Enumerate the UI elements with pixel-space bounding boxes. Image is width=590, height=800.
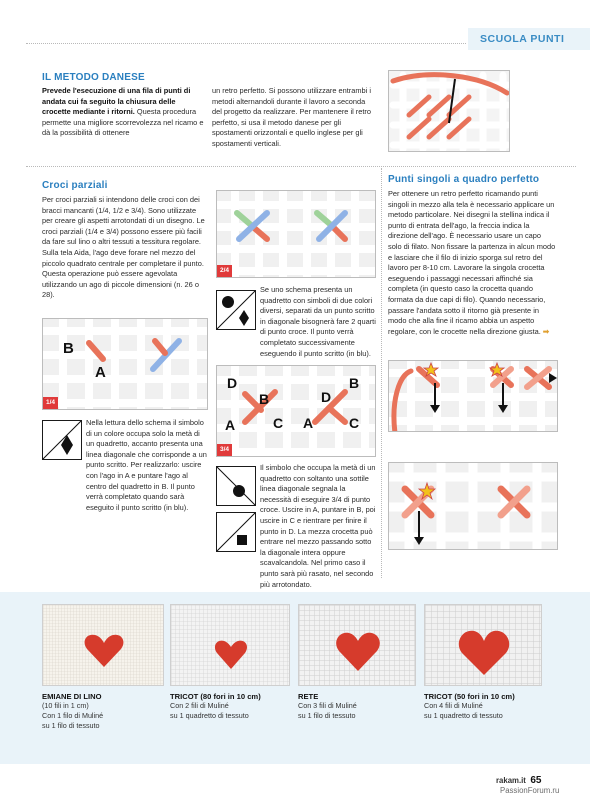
symbol-diamond-icon — [43, 421, 81, 459]
metodo-p1: Questa procedura permette una migliore scorrevolezza nel ricamo e dà la possibilità di ottenere — [42, 107, 204, 138]
single-stitch-diagram-2 — [388, 462, 558, 550]
metodo-column-1 — [42, 86, 204, 139]
heart-lino-image — [43, 605, 164, 686]
caption-lino-title: EMIANE DI LINO — [42, 692, 102, 701]
single-stitch-diagram-1 — [388, 360, 558, 432]
swatch-lino — [42, 604, 164, 686]
punti-text — [388, 189, 556, 337]
caption-lino-line3: su 1 filo di tessuto — [42, 720, 100, 730]
single-stitch-illustration-2 — [389, 463, 558, 550]
swatch-tricot-80 — [170, 604, 290, 686]
caption-tricot-50 — [424, 692, 548, 721]
symbol-half-square — [216, 290, 256, 330]
quarter-cross-illustration — [43, 319, 208, 410]
symbol-dot-icon — [217, 467, 255, 505]
metodo-p2: un retro perfetto. Si possono utilizzare entrambi i metodi alternandoli durante il lavoro a seconda del progetto da realizzare. Per mantenere il retro perfetto, si usa il metodo danese per gli spostamenti orizzontali e quello inglese per gli spostamenti verticali. — [212, 86, 371, 148]
quarter-cross-diagram — [42, 318, 208, 410]
quarter-cross-text-a — [86, 418, 208, 513]
symbol-quarter-square — [42, 420, 82, 460]
symbol-three-quarter-a — [216, 466, 256, 506]
croci-text: Per croci parziali si intendono delle croci con dei bracci mancanti (1/4, 1/2 e 3/4). Sono utilizzate per creare gli aspetti arrotondati di un disegno. Le croci parziali (1/4 e 3/4) possono essere più facili da fare sul lino o altri tessuti a tessitura regolare. Sulla tela Aida, l'ago deve forare nel mezzo del piccolo quadrato centrale per completare il punto. Questa operazione può essere agevolata utilizzando un ago di piccole dimensioni (n. 26 o 28). — [42, 195, 205, 300]
label-half: 2/4 — [217, 265, 232, 277]
caption-rete-line2: su 1 filo di tessuto — [298, 710, 356, 720]
half-cross-diagram — [216, 190, 376, 278]
three-quarter-diagram — [216, 365, 376, 457]
punti-title: Punti singoli a quadro perfetto — [388, 174, 540, 185]
three-quarter-illustration — [217, 366, 376, 457]
metodo-lead: Prevede l'esecuzione di una fila di punti di andata cui fa seguito la chiusura delle crocette mediante i ritorni. — [42, 86, 191, 117]
metodo-title: IL METODO DANESE — [42, 72, 145, 83]
single-stitch-illustration-1 — [389, 361, 558, 432]
caption-rete-line1: Con 3 fili di Muliné — [298, 701, 357, 710]
letter-c-right: C — [349, 415, 360, 431]
label-quarter: 1/4 — [43, 397, 58, 409]
croci-title: Croci parziali — [42, 180, 108, 191]
caption-rete-title: RETE — [298, 692, 319, 701]
half-cross-illustration — [217, 191, 376, 278]
caption-tricot-50-line1: Con 4 fili di Muliné — [424, 701, 483, 710]
caption-tricot-80 — [170, 692, 294, 721]
letter-a-left: A — [225, 417, 236, 433]
letter-a: A — [95, 364, 106, 381]
footer-page-number: 65 — [530, 775, 542, 786]
column-divider — [381, 168, 382, 578]
caption-tricot-50-line2: su 1 quadretto di tessuto — [424, 710, 503, 720]
caption-lino — [42, 692, 166, 730]
letter-d-right: D — [321, 389, 332, 405]
caption-tricot-80-line2: su 1 quadretto di tessuto — [170, 710, 249, 720]
letter-a-right: A — [303, 415, 314, 431]
letter-c-left: C — [273, 415, 284, 431]
punti-body: Per ottenere un retro perfetto ricamando punti singoli in mezzo alla tela è necessario applicare un metodo particolare. Nei disegni la stellina indica il punto di entrata dell'ago, la freccia indica la direzione dell'ago. È necessario usare un capo solo di filato. Non fissare la partenza in alcun modo e lasciare che il filo di inizio sporga sul retro del lavoro per 8-10 cm. Lavorare la singola crocetta eseguendo i passaggi necessari affinché sia completa (in questo caso la crocetta quando formata da due capi di filo). Quando necessario, passare l'andata sotto il ritorno già presente in modo che alla fine il ricamo abbia un aspetto regolare, con le crocette nella direzione giusta. — [388, 189, 556, 336]
symbol-circle-diamond-icon — [217, 291, 255, 329]
heart-tricot-80-image — [171, 605, 290, 686]
watermark: PassionForum.ru — [500, 786, 560, 795]
letter-b-right: B — [349, 375, 360, 391]
caption-tricot-80-title: TRICOT (80 fori in 10 cm) — [170, 692, 261, 701]
letter-b-left: B — [259, 391, 270, 407]
section-rule — [26, 166, 576, 167]
symbol-square-icon — [217, 513, 255, 551]
swatch-rete — [298, 604, 416, 686]
caption-tricot-80-line1: Con 2 fili di Muliné — [170, 701, 229, 710]
label-three-quarter: 3/4 — [217, 444, 232, 456]
caption-tricot-50-title: TRICOT (50 fori in 10 cm) — [424, 692, 515, 701]
caption-lino-line1: (10 fili in 1 cm) — [42, 701, 89, 710]
letter-b: B — [63, 340, 74, 357]
quarter-cross-text: Nella lettura dello schema il simbolo di un colore occupa solo la metà di un quadretto, accanto presenta una linea diagonale che corrisponde a un punto scritto. Per realizzarlo: uscire con l'ago in A e puntare l'ago al centro del quadretto in B. Il punto verrà completato quando sarà eseguito il punto scritto (in blu). — [86, 418, 207, 512]
danish-stitch-illustration — [389, 71, 510, 152]
letter-d-left: D — [227, 375, 238, 391]
metodo-diagram — [388, 70, 510, 152]
three-quarter-text: Il simbolo che occupa la metà di un quadretto con soltanto una sottile linea diagonale segnala la necessità di eseguire 3/4 di punto croce. Uscire in A, puntare in B, poi uscire in C e rientrare per finire il punto in D. La mezza crocetta può entrare nel mezzo passando sotto la diagonale intera oppure scavalcandola. Nel primo caso il punto sarà più rasato, nel secondo più arrotondato. — [260, 463, 376, 589]
header-rule — [26, 43, 466, 44]
section-tag: SCUOLA PUNTI — [468, 28, 590, 50]
heart-tricot-50-image — [425, 605, 542, 686]
continue-arrow-icon: ➡ — [542, 326, 550, 336]
swatch-tricot-50 — [424, 604, 542, 686]
caption-rete — [298, 692, 418, 721]
symbol-three-quarter-b — [216, 512, 256, 552]
caption-lino-line2: Con 1 filo di Muliné — [42, 710, 104, 720]
footer-url: rakam.it — [496, 776, 526, 785]
half-cross-text: Se uno schema presenta un quadretto con simboli di due colori diversi, separati da un punto scritto in diagonale bisognerà fare 2 quarti di punto croce. Il punto verrà completato successivamente eseguendo il punto scritto (in blu). — [260, 285, 376, 358]
heart-rete-image — [299, 605, 416, 686]
